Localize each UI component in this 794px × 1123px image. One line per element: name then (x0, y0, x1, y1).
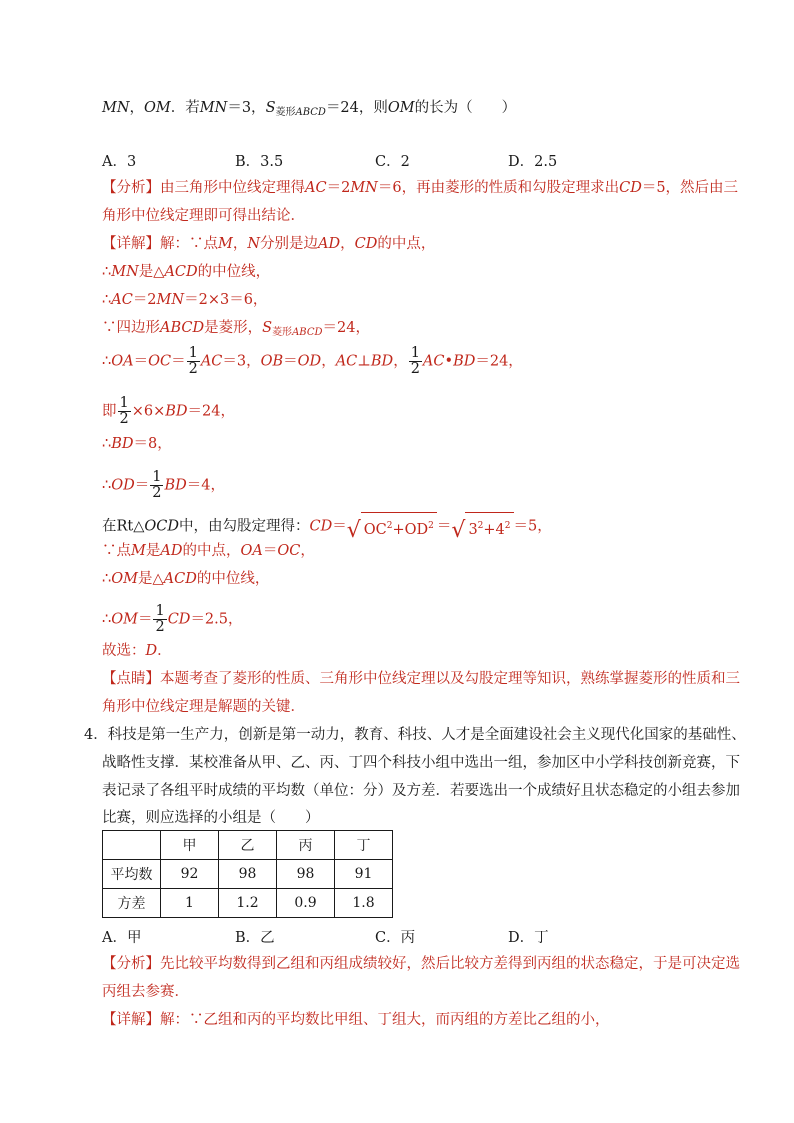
text: ， (321, 353, 336, 370)
choice-d[interactable]: D．2.5 (508, 154, 558, 170)
text: 即 (102, 403, 117, 420)
text: ＝3， (222, 353, 261, 370)
frac-den: 2 (410, 361, 420, 377)
analysis-tag: 【分析】 (102, 956, 160, 972)
table-header-row (103, 831, 393, 860)
text: AC (305, 180, 327, 196)
table-cell: 甲 (161, 831, 219, 860)
text: 的中点， (377, 236, 436, 252)
table-cell: 乙 (219, 831, 277, 860)
text: ＝ (332, 518, 347, 535)
text: AC (200, 353, 223, 370)
text: 是 (145, 543, 161, 559)
table-cell: 方差 (103, 889, 161, 918)
text: ＝ (262, 543, 278, 559)
text: ＝2 (326, 180, 351, 196)
question-number: 4． (84, 727, 108, 743)
text: 解：∵乙组和丙的平均数比甲组、丁组大，而丙组的方差比乙组的小， (160, 1012, 610, 1028)
text: S (262, 320, 273, 336)
text: 是△ (137, 571, 164, 587)
text: ∴ (102, 264, 112, 280)
text: 2 (386, 521, 393, 531)
text: 解：∵点 (160, 236, 218, 252)
text: ＝5，然后由三 (641, 180, 739, 196)
table-cell: 平均数 (103, 860, 161, 889)
fraction-half (118, 396, 131, 427)
q3-detail-line-12 (102, 604, 243, 635)
text: MN (102, 100, 130, 116)
text: ABCD (295, 107, 326, 118)
choice-c[interactable]: C．2 (375, 154, 410, 170)
table-cell (103, 831, 161, 860)
text: ACD (164, 264, 198, 280)
text: ＝ (283, 353, 298, 370)
text: ∴ (102, 353, 112, 370)
text: ， (340, 236, 355, 252)
text: ＝ (133, 353, 149, 370)
text: ∴ (102, 571, 112, 587)
table-row (103, 860, 393, 889)
fraction-half (409, 346, 422, 377)
fraction-half (153, 604, 166, 635)
choice-d[interactable]: D．丁 (508, 930, 549, 946)
text: MN (350, 180, 378, 196)
choice-b[interactable]: B．乙 (235, 930, 275, 946)
frac-num: 1 (155, 603, 165, 619)
text: 2 (428, 521, 434, 531)
text: AC (422, 353, 445, 370)
text: ×6× (131, 403, 166, 420)
text: ＝2 (132, 292, 157, 308)
text: BD (111, 436, 134, 452)
radicand (361, 512, 437, 540)
text: CD (619, 180, 642, 196)
text: MN (199, 100, 228, 116)
text: N (247, 236, 261, 252)
text: 菱形 (275, 107, 296, 118)
text: ＝6，再由菱形的性质和勾股定理求出 (377, 180, 620, 196)
q3-analysis-line-2: 角形中位线定理即可得出结论． (102, 208, 305, 224)
text: D (145, 643, 158, 659)
text: 2 (504, 521, 511, 531)
text: OC (363, 521, 387, 538)
q4-analysis-line-2: 丙组去参赛． (102, 984, 189, 1000)
choice-c[interactable]: C．丙 (375, 930, 416, 946)
text: ＝ (436, 518, 452, 535)
radical-icon: √ (346, 517, 361, 543)
text: OC (148, 353, 172, 370)
table-cell: 1.8 (335, 889, 393, 918)
frac-den: 2 (155, 619, 165, 635)
text: OM (111, 611, 138, 628)
text: CD (167, 611, 191, 628)
text: OA (111, 353, 134, 370)
frac-den: 2 (152, 485, 162, 501)
text: ＝5， (513, 518, 552, 535)
text: 中，由勾股定理得： (179, 518, 310, 535)
text: ＝ (134, 477, 150, 494)
text: 的中位线， (196, 571, 270, 587)
frac-num: 1 (119, 395, 129, 411)
text: OA (240, 543, 263, 559)
text: ＝ (137, 611, 153, 628)
text: 2 (477, 521, 484, 531)
text: MN (111, 264, 139, 280)
text: ∵四边形 (102, 320, 160, 336)
text: 是△ (138, 264, 165, 280)
choice-a[interactable]: A．3 (102, 154, 137, 170)
frac-den: 2 (188, 361, 198, 377)
text: ＝24， (187, 403, 235, 420)
text: ＝8， (133, 436, 172, 452)
text: ． (157, 643, 172, 659)
text: OC (277, 543, 301, 559)
table-row (103, 889, 393, 918)
text: ＝24， (475, 353, 523, 370)
text: +4 (483, 521, 505, 538)
choice-b[interactable]: B．3.5 (235, 154, 284, 170)
frac-num: 1 (410, 345, 420, 361)
q3-stem-tail (102, 98, 516, 123)
table-cell: 91 (335, 860, 393, 889)
frac-den: 2 (119, 411, 129, 427)
text: 的中点， (182, 543, 241, 559)
score-table (102, 830, 393, 918)
q3-detail-line-13 (102, 641, 172, 661)
table-cell: 丁 (335, 831, 393, 860)
fraction-half (150, 470, 163, 501)
text: AC (111, 292, 133, 308)
text: CD (309, 518, 333, 535)
text: ， (232, 236, 248, 252)
text: 故选： (102, 643, 146, 659)
text: AD (160, 543, 183, 559)
text: 是菱形， (204, 320, 263, 336)
text: 3 (468, 521, 478, 538)
q3-detail-line-8 (102, 470, 225, 501)
analysis-tag: 【分析】 (102, 180, 160, 196)
text: ＝ (171, 353, 186, 370)
text: ．若 (170, 100, 200, 116)
q3-analysis-line-1 (102, 178, 738, 198)
q4-stem-line-2: 战略性支撑．某校准备从甲、乙、丙、丁四个科技小组中选出一组，参加区中小学科技创新竞赛，下 (102, 755, 740, 771)
q3-detail-line-9 (102, 512, 552, 541)
text: ∴ (102, 611, 112, 628)
fraction-half (187, 346, 200, 377)
table-cell: 1.2 (219, 889, 277, 918)
text: ＝3， (227, 100, 266, 116)
text: AD (318, 236, 341, 252)
text: ＝2×3＝6， (184, 292, 268, 308)
detail-tag: 【详解】 (102, 236, 160, 252)
text: ＝2.5， (190, 611, 243, 628)
sqrt-expression (451, 512, 513, 541)
text: ＝24， (322, 320, 370, 336)
text: OM (387, 100, 415, 116)
sqrt-expression (347, 512, 437, 541)
text: MN (156, 292, 185, 308)
text: ∵点 (102, 543, 131, 559)
q4-detail-line-1 (102, 1010, 610, 1030)
text: M (131, 543, 146, 559)
text: M (218, 236, 233, 252)
text: 在Rt△ (102, 518, 145, 535)
q3-detail-line-11 (102, 569, 269, 589)
text: OM (111, 571, 138, 587)
frac-num: 1 (152, 469, 162, 485)
detail-tag: 【详解】 (102, 1012, 160, 1028)
table-cell: 0.9 (277, 889, 335, 918)
choice-a[interactable]: A．甲 (102, 930, 142, 946)
frac-num: 1 (188, 345, 198, 361)
text: ABCD (292, 327, 323, 338)
q4-stem-line-4: 比赛，则应选择的小组是（ ） (102, 810, 320, 826)
table-cell: 1 (161, 889, 219, 918)
text: 科技是第一生产力，创新是第一动力，教育、科技、人才是全面建设社会主义现代化国家的基础性、 (107, 727, 746, 743)
q3-detail-line-6 (102, 396, 235, 427)
text: ∴ (102, 477, 112, 494)
table-cell: 98 (277, 860, 335, 889)
text: OB (260, 353, 284, 370)
text: ， (300, 543, 315, 559)
text: ACD (163, 571, 197, 587)
q3-comment-line-2: 角形中位线定理是解题的关键． (102, 699, 305, 715)
text: BD (453, 353, 476, 370)
text: ， (393, 353, 408, 370)
q4-stem-line-3: 表记录了各组平时成绩的平均数（单位：分）及方差．若要选出一个成绩好且状态稳定的小组去参加 (102, 783, 740, 799)
text: 由三角形中位线定理得 (160, 180, 305, 196)
text: ∴ (102, 292, 112, 308)
text: OD (111, 477, 135, 494)
q3-detail-line-7 (102, 434, 172, 454)
q3-detail-line-10 (102, 541, 315, 561)
text: • (444, 353, 454, 370)
text: +OD (392, 521, 429, 538)
q3-detail-line-3 (102, 290, 267, 310)
text: ＝24，则 (325, 100, 388, 116)
text: ， (129, 100, 145, 116)
text: ⊥ (357, 353, 371, 370)
table-cell: 92 (161, 860, 219, 889)
text: AC (335, 353, 358, 370)
q4-analysis-line-1 (102, 954, 740, 974)
q4-stem-line-1 (84, 725, 746, 745)
text: 菱形 (272, 327, 293, 338)
text: BD (370, 353, 394, 370)
comment-tag: 【点睛】 (102, 671, 160, 687)
q3-detail-line-5 (102, 346, 523, 377)
table-cell: 98 (219, 860, 277, 889)
text: S (265, 100, 276, 116)
radical-icon: √ (451, 517, 466, 543)
radicand (465, 512, 513, 540)
text: 先比较平均数得到乙组和丙组成绩较好，然后比较方差得到丙组的状态稳定，于是可决定选 (160, 956, 740, 972)
text: OD (297, 353, 322, 370)
text: ABCD (160, 320, 205, 336)
text: OCD (144, 518, 180, 535)
q3-comment-line-1 (102, 669, 740, 689)
text: BD (164, 477, 187, 494)
text: 分别是边 (260, 236, 319, 252)
text: BD (165, 403, 188, 420)
text: CD (354, 236, 378, 252)
q3-detail-line-4 (102, 318, 370, 343)
text: 的中位线， (197, 264, 271, 280)
text: ＝4， (186, 477, 225, 494)
q3-detail-line-1 (102, 234, 435, 254)
text: 的长为（ ） (414, 100, 517, 116)
text: ∴ (102, 436, 112, 452)
q3-detail-line-2 (102, 262, 270, 282)
text: 本题考查了菱形的性质、三角形中位线定理以及勾股定理等知识，熟练掌握菱形的性质和三 (160, 671, 740, 687)
table-cell: 丙 (277, 831, 335, 860)
text: OM (144, 100, 171, 116)
